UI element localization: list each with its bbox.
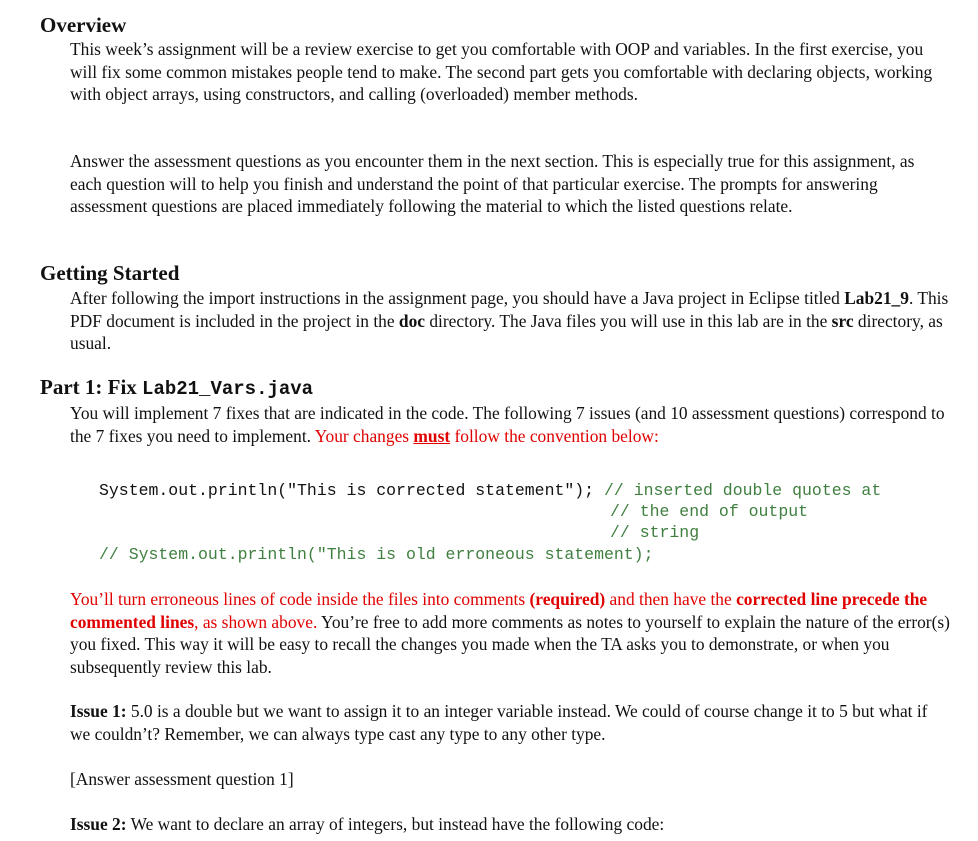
overview-paragraph-1: This week’s assignment will be a review exercise to get you comfortable with OOP and variables. In the first exercise, you will fix some common mistakes people tend to make. The second part gets you comfortable with declaring objects, working with object arrays, using constructors, and calling (overloaded) member methods. (70, 39, 933, 104)
code-example-old-line: // System.out.println("This is old erroneous statement); (99, 545, 654, 564)
must-emphasis: must (413, 425, 451, 446)
part1-intro: You will implement 7 fixes that are indicated in the code. The following 7 issues (and 10 assessment questions) correspond to the 7 fixes you need to implement. Your changes must follow the convention below: (70, 403, 945, 446)
overview-paragraph-2: Answer the assessment questions as you encounter them in the next section. This is especially true for this assignment, as each question will to help you finish and understand the point of that particular exercise. The prompts for answering assessment questions are placed immediately following the material to which the listed questions relate. (70, 151, 915, 216)
answer-question-1: [Answer assessment question 1] (70, 769, 294, 789)
code-example-line-1: System.out.println("This is corrected statement"); // inserted double quotes at (99, 481, 882, 500)
issue-2-paragraph: Issue 2: We want to declare an array of integers, but instead have the following code: (70, 814, 665, 834)
part1-heading: Part 1: Fix Lab21_Vars.java (40, 375, 314, 400)
src-directory: src (831, 310, 854, 331)
getting-started-paragraph: After following the import instructions in the assignment page, you should have a Java project in Eclipse titled Lab21_9. This PDF document is included in the project in the doc directory. The Java files you will use in this lab are in the src directory, as usual. (70, 288, 949, 353)
issue-1-paragraph: Issue 1: 5.0 is a double but we want to assign it to an integer variable instead. We could of course change it to 5 but what if we couldn’t? Remember, we can always type cast any type to any other type. (70, 701, 928, 744)
getting-started-heading: Getting Started (40, 261, 180, 285)
overview-heading: Overview (40, 13, 127, 37)
doc-directory: doc (398, 310, 426, 331)
part1-filename: Lab21_Vars.java (142, 378, 314, 400)
code-example-comment-2: // the end of output (610, 502, 809, 521)
project-name: Lab21_9 (844, 288, 909, 308)
convention-paragraph: You’ll turn erroneous lines of code inside the files into comments (required) and then have the corrected line precede the commented lines, as shown above. You’re free to add more comments as notes to yourself to explain the nature of the error(s) you fixed. This way it will be easy to recall the changes you made when the TA asks you to demonstrate, or when you subsequently review this lab. (70, 589, 950, 677)
code-example-comment-3: // string (610, 523, 700, 542)
